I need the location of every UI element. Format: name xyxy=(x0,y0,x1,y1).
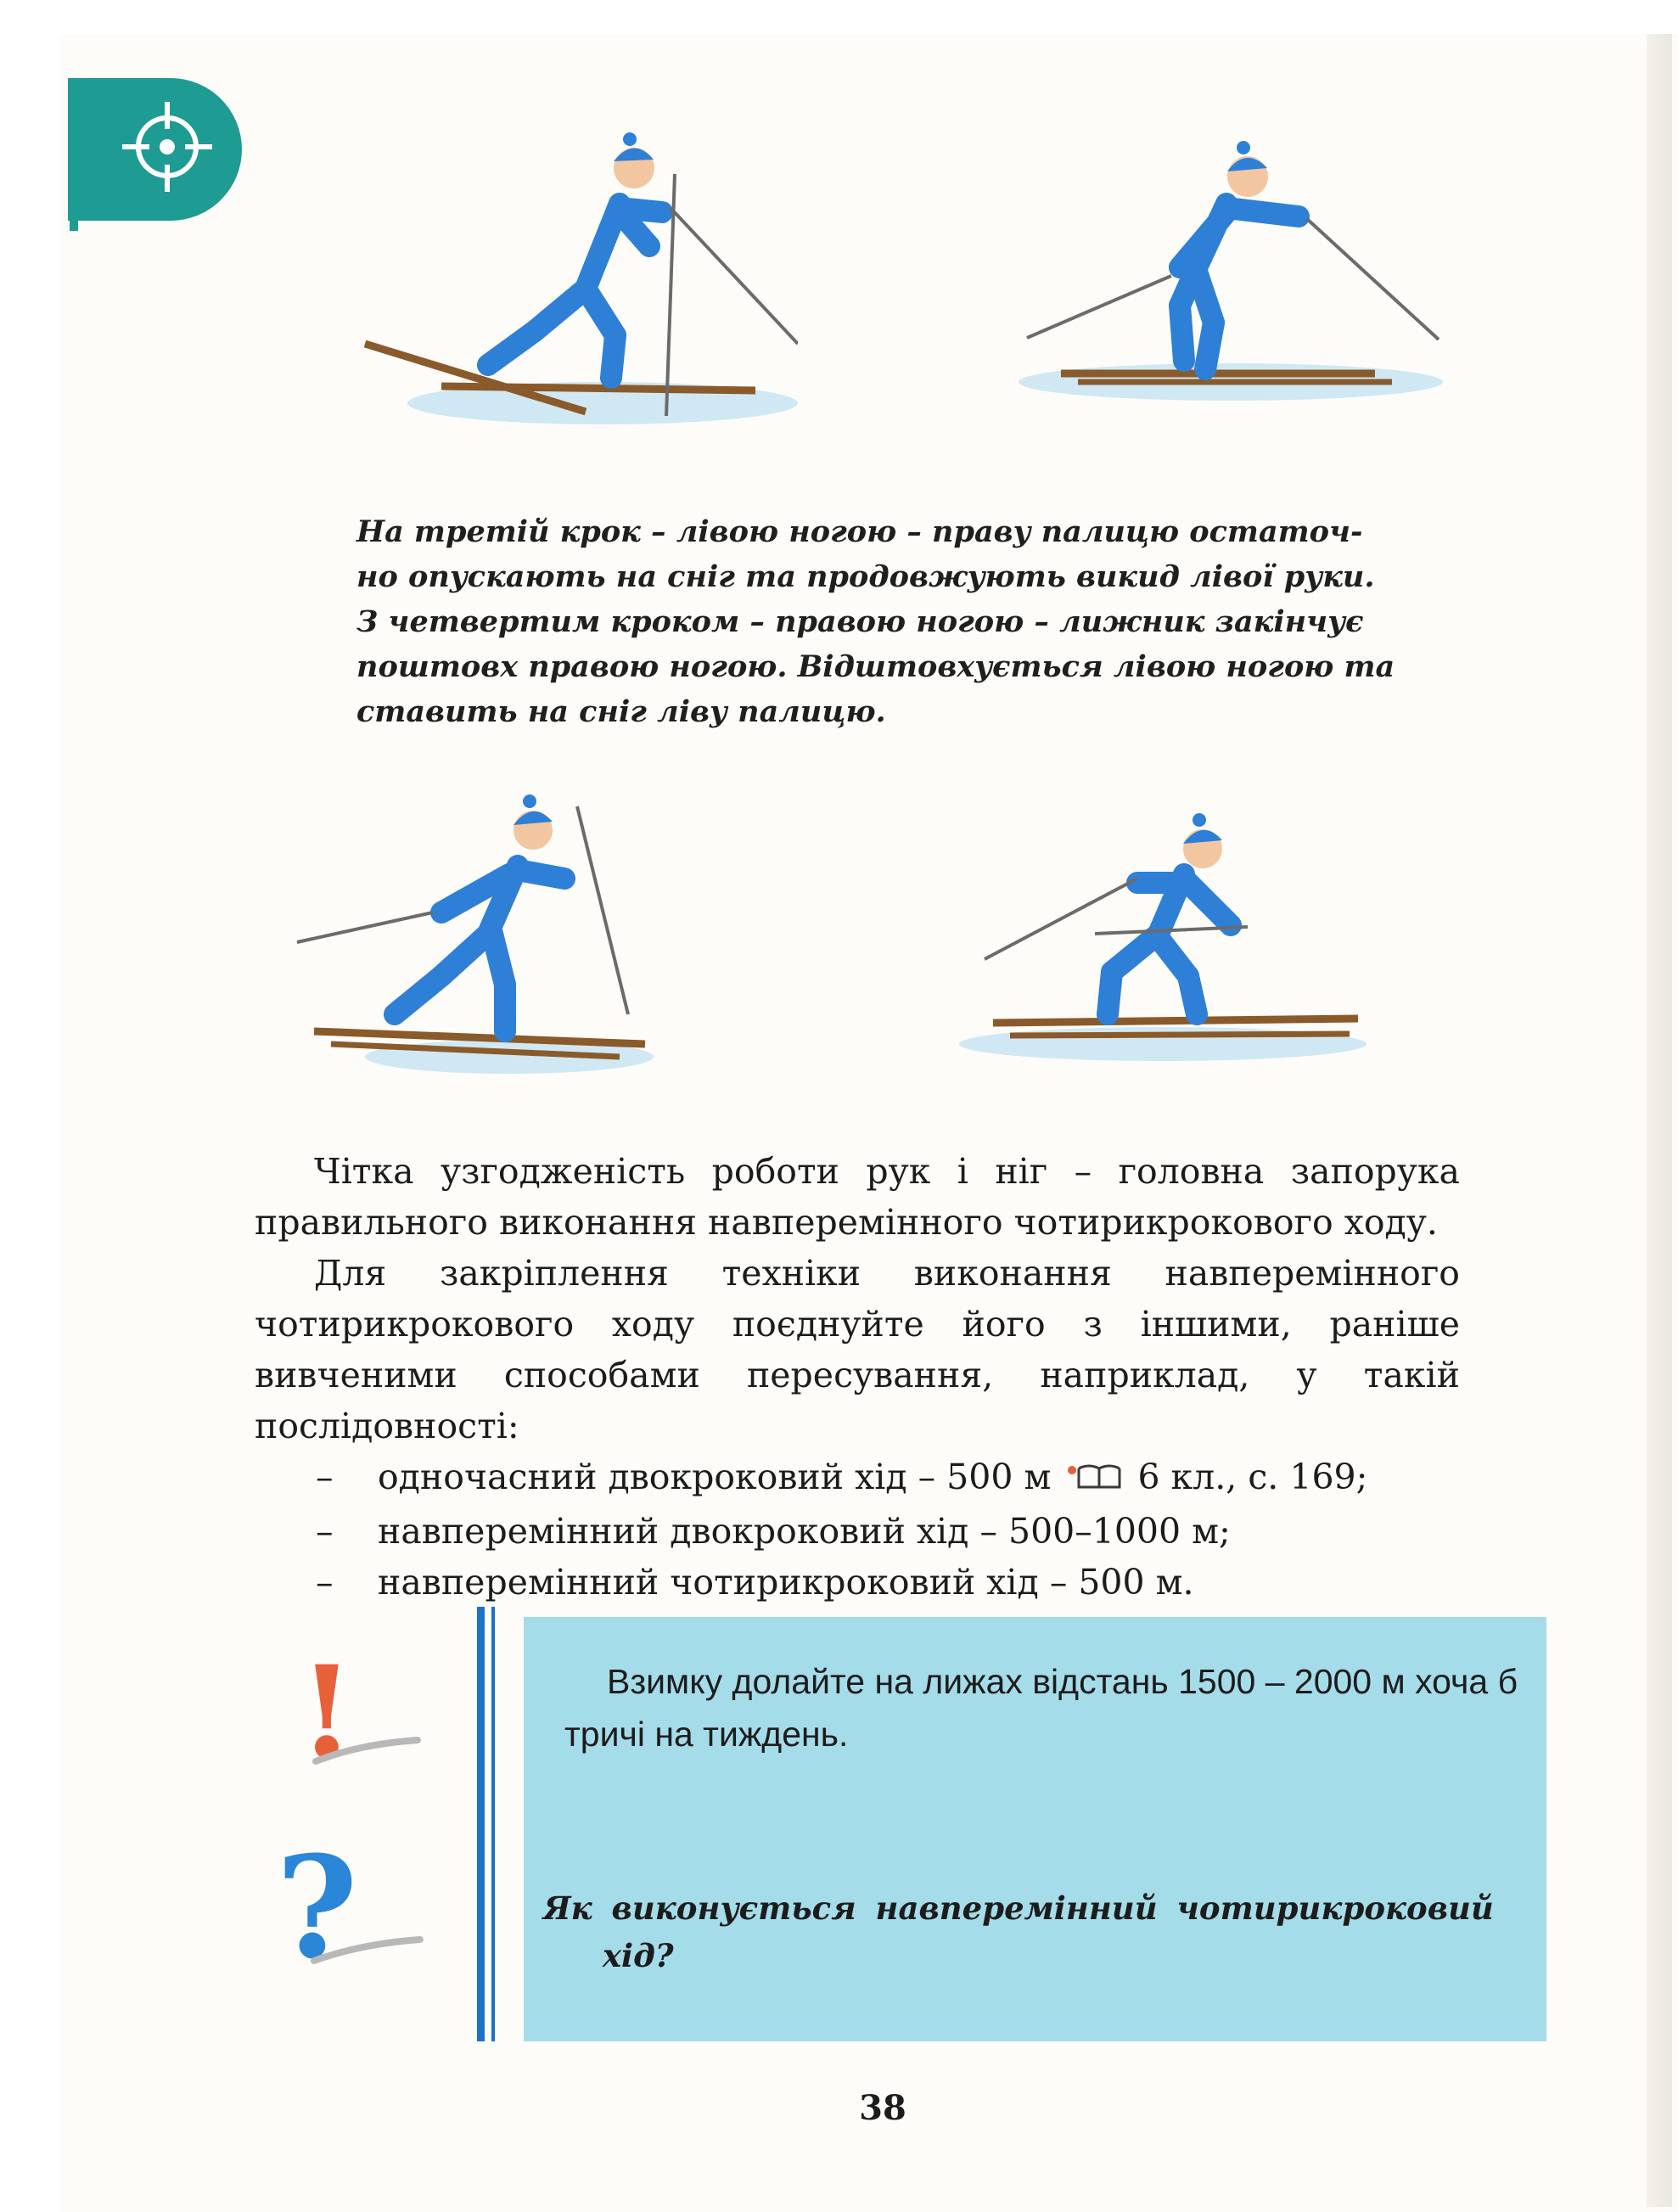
sequence-list xyxy=(255,1451,1460,1608)
skier-illustration-3 xyxy=(289,772,671,1095)
tip-rule xyxy=(477,1607,485,2041)
svg-text:!: ! xyxy=(299,1638,355,1783)
scan-margin-top xyxy=(0,0,1678,34)
review-question: Як виконується навперемінний чотирикроковий хід? xyxy=(543,1889,1494,1974)
skier-illustration-1 xyxy=(356,110,798,450)
question-icon xyxy=(276,1816,429,1990)
tip-rule-thin xyxy=(491,1607,495,2041)
tip-text: Взимку долайте на лижах відстань 1500 – 2000 м хоча б тричі на тиждень. xyxy=(564,1662,1518,1754)
exclamation-icon xyxy=(282,1634,426,1787)
skier-illustration-2 xyxy=(1019,127,1460,424)
book-reference-icon xyxy=(1067,1455,1121,1506)
list-item: – навперемінний чотирикроковий хід – 500 м. xyxy=(316,1562,1194,1603)
paragraph-practice: Для закріплення техніки виконання навперемінного чотирикрокового ходу поєднуйте його з іншими, раніше вивченими способами пересування, наприклад, у такій послідовності: xyxy=(255,1253,1460,1446)
page-gutter-shade xyxy=(1647,34,1672,2207)
section-badge xyxy=(68,78,242,221)
list-item: – навперемінний двокроковий хід – 500–1000 м; xyxy=(316,1511,1231,1552)
main-text xyxy=(255,1146,1460,1608)
list-item: – одночасний двокроковий хід – 500 м 6 кл., с. 169; xyxy=(255,1451,1460,1506)
paragraph-coordination: Чітка узгодженість роботи рук і ніг – головна запорука правильного виконання навперемінного чотирикрокового ходу. xyxy=(255,1151,1460,1243)
target-icon xyxy=(117,97,217,197)
page-number: 38 xyxy=(859,2088,906,2128)
scan-margin-left xyxy=(0,0,59,2212)
svg-text:?: ? xyxy=(276,1825,358,1986)
illustration-caption: На третій крок – лівою ногою – праву палицю остаточ- но опускають на сніг та продовжують викид лівої руки. З четвертим кроком – правою ногою – лижник закінчує поштовх правою ногою. Відштовхується лівою ногою та ставить на сніг ліву палицю. xyxy=(356,514,1395,729)
skier-illustration-4 xyxy=(959,789,1383,1078)
